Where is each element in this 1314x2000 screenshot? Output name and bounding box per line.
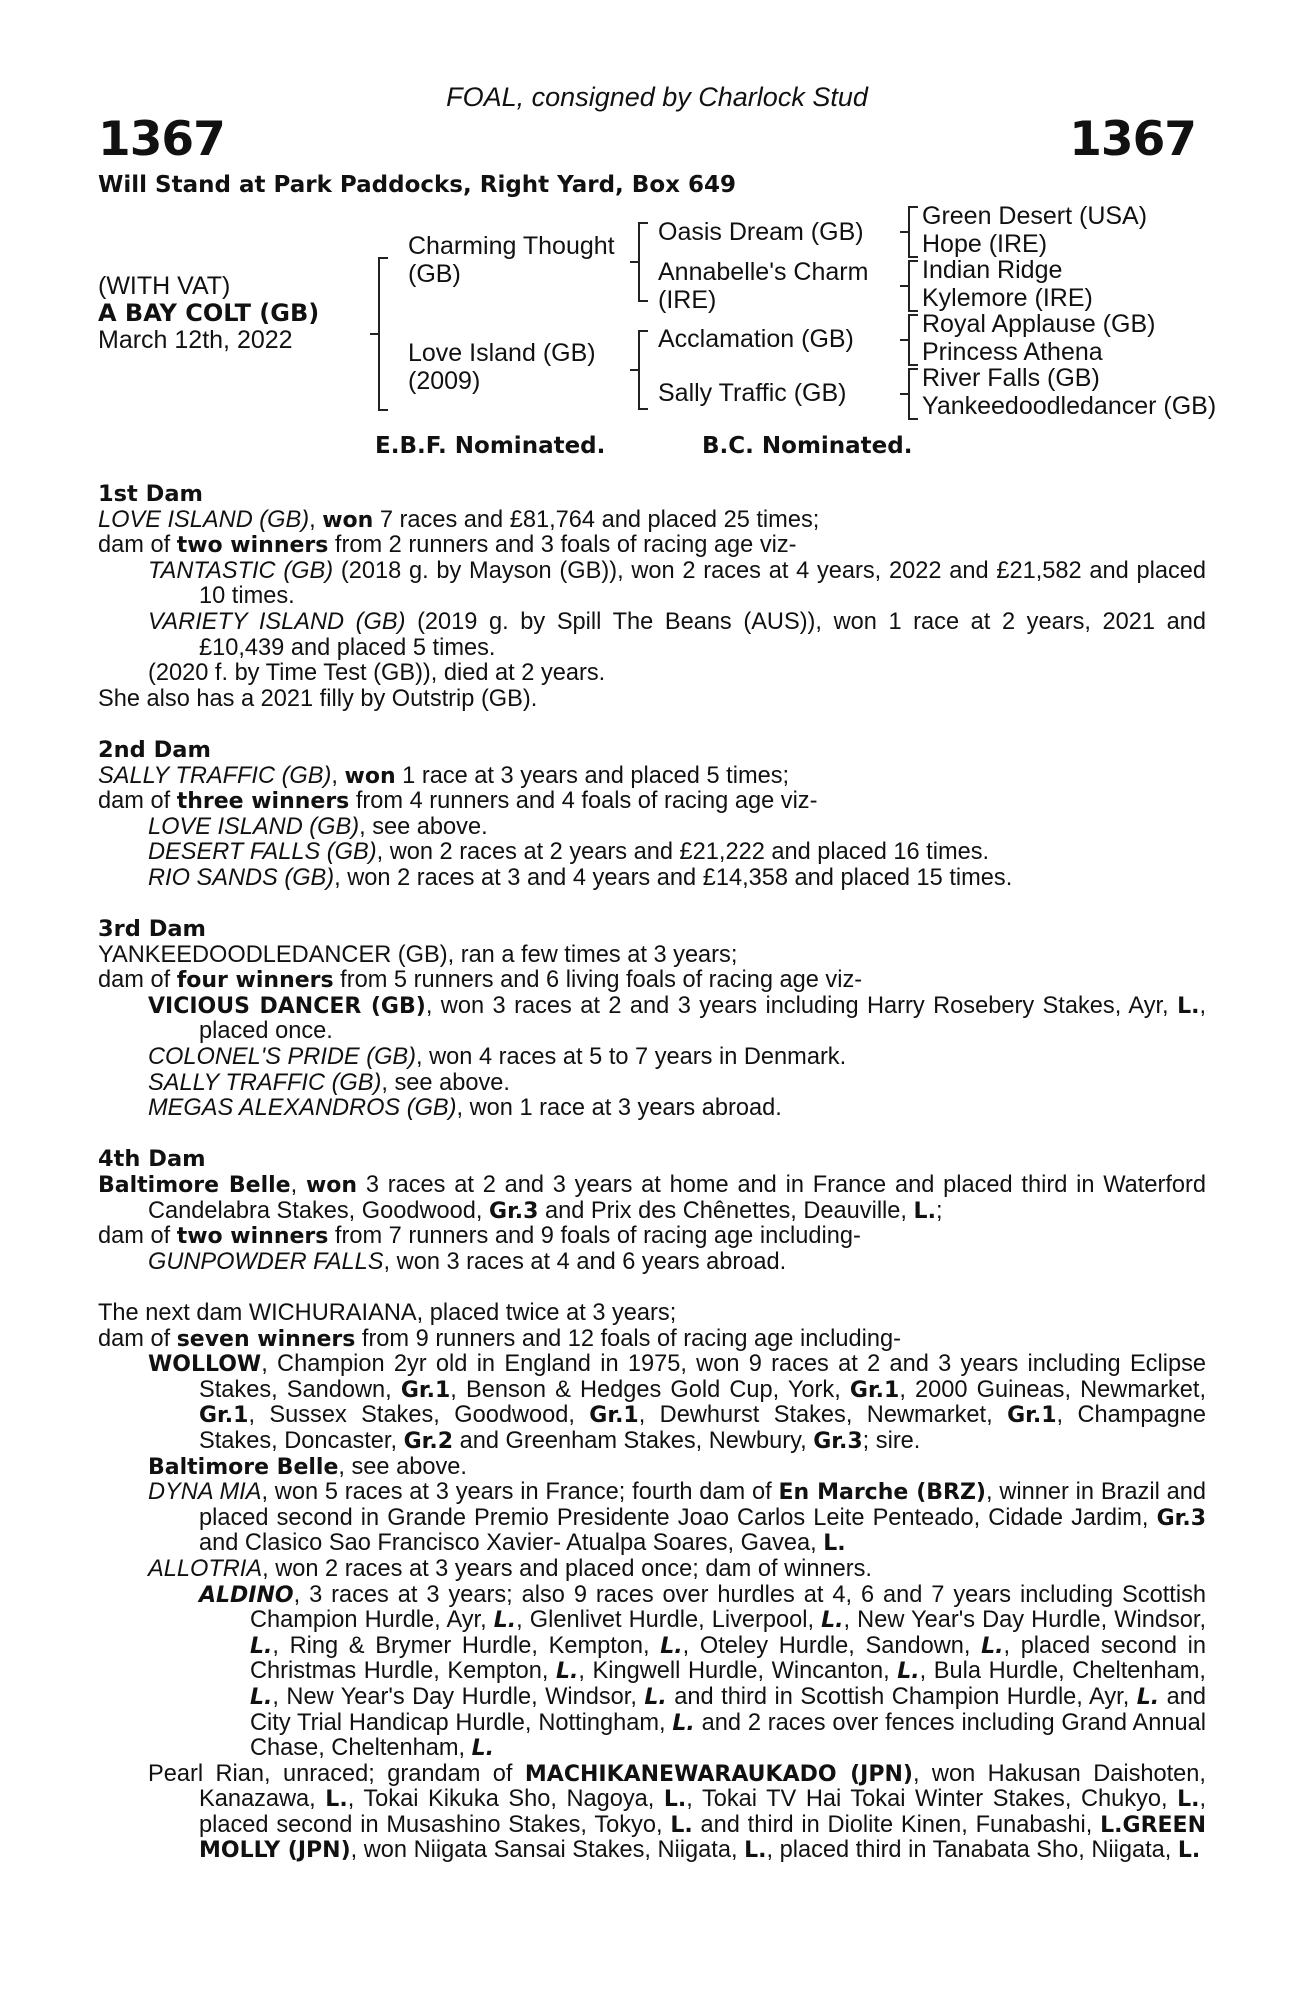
brace-3c xyxy=(908,314,918,366)
produce-entry: VARIETY ISLAND (GB) (2019 g. by Spill The Beans (AUS)), won 1 race at 2 years, 2021 and £10,439 and placed 5 times. xyxy=(148,608,1206,661)
dam-record: The next dam WICHURAIANA, placed twice at 3 years; xyxy=(98,1300,677,1326)
gen3-5: Royal Applause (GB) xyxy=(922,310,1156,338)
section-heading: 3rd Dam xyxy=(98,916,206,943)
sire-dam: Annabelle's Charm xyxy=(658,258,869,286)
sire-dam-origin: (IRE) xyxy=(658,286,717,314)
produce-entry: SALLY TRAFFIC (GB), see above. xyxy=(148,1069,510,1096)
produce-note: She also has a 2021 filly by Outstrip (GB). xyxy=(98,685,538,712)
dam-sire: Acclamation (GB) xyxy=(658,325,854,353)
dam-record: Baltimore Belle, won 3 races at 2 and 3 years at home and in France and placed third in Waterford Candelabra Stakes, Goodwood, Gr.3 and Prix des Chênettes, Deauville, L.; xyxy=(98,1172,1206,1224)
produce-entry: MEGAS ALEXANDROS (GB), won 1 race at 3 years abroad. xyxy=(148,1095,782,1122)
produce-entry: Baltimore Belle, see above. xyxy=(148,1453,467,1480)
section-heading: 1st Dam xyxy=(98,481,203,507)
stabling-location: Will Stand at Park Paddocks, Right Yard, Box 649 xyxy=(98,172,736,198)
dam-year: (2009) xyxy=(408,367,481,395)
third-dam-section xyxy=(98,917,1206,1122)
produce-summary: dam of two winners from 7 runners and 9 foals of racing age including- xyxy=(98,1223,861,1250)
dam-brace xyxy=(638,330,648,410)
gen3-6: Princess Athena xyxy=(922,338,1103,366)
produce-summary: dam of seven winners from 9 runners and 12 foals of racing age including- xyxy=(98,1325,901,1352)
lot-subject-name: A BAY COLT (GB) xyxy=(98,299,320,327)
sire-brace xyxy=(638,222,648,302)
produce-summary: dam of two winners from 2 runners and 3 foals of racing age viz- xyxy=(98,532,797,559)
produce-entry: DYNA MIA, won 5 races at 3 years in France; fourth dam of En Marche (BRZ), winner in Brazil and placed second in Grande Premio Presidente Joao Carlos Leite Penteado, Cidade Jardim, Gr.3 and Clasico Sao Francisco Xavier- Atualpa Soares, Gavea, L. xyxy=(148,1479,1206,1557)
produce-entry: RIO SANDS (GB), won 2 races at 3 and 4 years and £14,358 and placed 15 times. xyxy=(148,864,1013,891)
produce-summary: dam of three winners from 4 runners and 4 foals of racing age viz- xyxy=(98,788,818,815)
gen3-4: Kylemore (IRE) xyxy=(922,284,1093,312)
gen3-1: Green Desert (USA) xyxy=(922,202,1148,230)
produce-entry: DESERT FALLS (GB), won 2 races at 2 years and £21,222 and placed 16 times. xyxy=(148,839,990,866)
produce-entry: (2020 f. by Time Test (GB)), died at 2 years. xyxy=(148,660,606,687)
dam-name: Love Island (GB) xyxy=(408,339,596,367)
produce-entry: ALLOTRIA, won 2 races at 3 years and placed once; dam of winners. xyxy=(148,1555,872,1582)
lot-number-right: 1367 xyxy=(1069,112,1196,167)
bc-nomination: B.C. Nominated. xyxy=(702,433,913,459)
gen3-2: Hope (IRE) xyxy=(922,230,1048,258)
brace-3b xyxy=(908,260,918,312)
vat-note: (WITH VAT) xyxy=(98,272,231,300)
produce-entry: WOLLOW, Champion 2yr old in England in 1975, won 9 races at 2 and 3 years including Eclipse Stakes, Sandown, Gr.1, Benson & Hedges Gold Cup, York, Gr.1, 2000 Guineas, Newmarket, Gr.1, Sussex Stakes, Goodwood, Gr.1, Dewhurst Stakes, Newmarket, Gr.1, Champagne Stakes, Doncaster, Gr.2 and Greenham Stakes, Newbury, Gr.3; sire. xyxy=(148,1351,1207,1454)
second-dam-section xyxy=(98,738,1206,892)
produce-entry: VICIOUS DANCER (GB), won 3 races at 2 and 3 years including Harry Rosebery Stakes, Ayr, L., placed once. xyxy=(148,992,1207,1045)
section-heading: 2nd Dam xyxy=(98,736,211,763)
produce-entry: GUNPOWDER FALLS, won 3 races at 4 and 6 years abroad. xyxy=(148,1248,787,1275)
consignor-line: FOAL, consigned by Charlock Stud xyxy=(446,82,868,112)
section-heading: 4th Dam xyxy=(98,1146,206,1173)
brace-3a xyxy=(908,206,918,258)
sire-sire: Oasis Dream (GB) xyxy=(658,218,864,246)
lot-number-left: 1367 xyxy=(98,112,225,167)
dam-record: LOVE ISLAND (GB), won 7 races and £81,764 and placed 25 times; xyxy=(98,506,820,533)
produce-entry: COLONEL'S PRIDE (GB), won 4 races at 5 to 7 years in Denmark. xyxy=(148,1044,847,1071)
dam-dam: Sally Traffic (GB) xyxy=(658,379,847,407)
sire-name: Charming Thought xyxy=(408,232,615,260)
catalogue-body xyxy=(98,482,1206,1864)
gen3-8: Yankeedoodledancer (GB) xyxy=(922,392,1217,420)
produce-summary: dam of four winners from 5 runners and 6 living foals of racing age viz- xyxy=(98,967,863,994)
next-dam-section xyxy=(98,1301,1206,1864)
brace-3d xyxy=(908,368,918,420)
first-dam-section xyxy=(98,482,1206,712)
subject-brace xyxy=(378,257,388,411)
produce-entry: Pearl Rian, unraced; grandam of MACHIKANEWARAUKADO (JPN), won Hakusan Daishoten, Kanazawa, L., Tokai Kikuka Sho, Nagoya, L., Tokai TV Hai Tokai Winter Stakes, Chukyo, L., placed second in Musashino Stakes, Tokyo, L. and third in Diolite Kinen, Funabashi, L.GREEN MOLLY (JPN), won Niigata Sansai Stakes, Niigata, L., placed third in Tanabata Sho, Niigata, L. xyxy=(148,1760,1207,1864)
produce-entry: TANTASTIC (GB) (2018 g. by Mayson (GB)), won 2 races at 4 years, 2022 and £21,582 and placed 10 times. xyxy=(148,557,1206,610)
gen3-3: Indian Ridge xyxy=(922,256,1063,284)
dam-record: SALLY TRAFFIC (GB), won 1 race at 3 years and placed 5 times; xyxy=(98,762,790,789)
sire-origin: (GB) xyxy=(408,260,461,288)
produce-entry: LOVE ISLAND (GB), see above. xyxy=(148,813,488,840)
ebf-nomination: E.B.F. Nominated. xyxy=(375,433,606,459)
produce-entry: ALDINO, 3 races at 3 years; also 9 races over hurdles at 4, 6 and 7 years including Scottish Champion Hurdle, Ayr, L., Glenlivet Hurdle, Liverpool, L., New Year's Day Hurdle, Windsor, L., Ring & Brymer Hurdle, Kempton, L., Oteley Hurdle, Sandown, L., placed second in Christmas Hurdle, Kempton, L., Kingwell Hurdle, Wincanton, L., Bula Hurdle, Cheltenham, L., New Year's Day Hurdle, Windsor, L. and third in Scottish Champion Hurdle, Ayr, L. and City Trial Handicap Hurdle, Nottingham, L. and 2 races over fences including Grand Annual Chase, Cheltenham, L. xyxy=(199,1581,1207,1762)
dam-record: YANKEEDOODLEDANCER (GB), ran a few times at 3 years; xyxy=(98,941,738,968)
fourth-dam-section xyxy=(98,1147,1206,1275)
gen3-7: River Falls (GB) xyxy=(922,364,1100,392)
foaling-date: March 12th, 2022 xyxy=(98,326,293,354)
